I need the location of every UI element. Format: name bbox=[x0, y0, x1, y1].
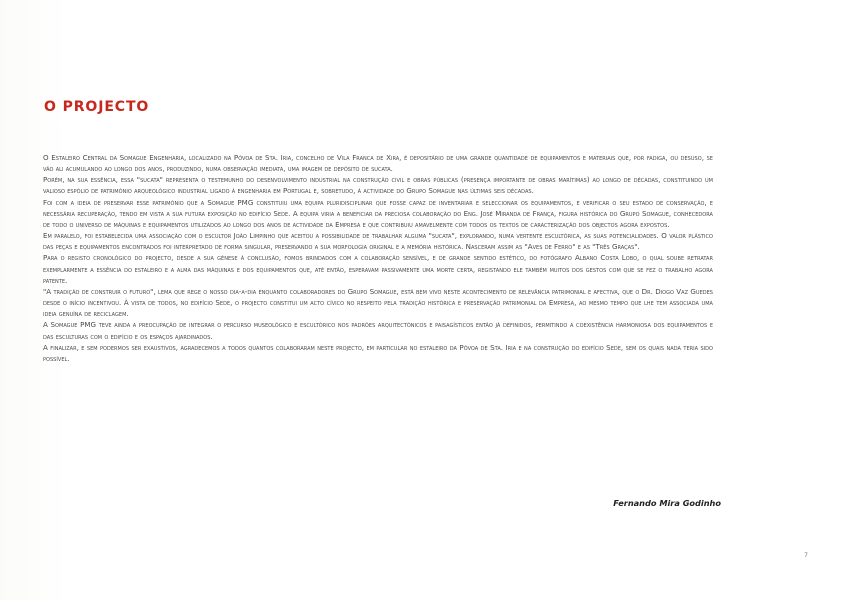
paragraph-2: Porém, na sua essência, essa "sucata" representa o testemunho do desenvolvimento industrial na construção civil e obras públicas (presença importante de obras marítimas) ao longo de décadas, constituindo um valioso espólio de património arqueológico industrial ligado à engenharia em Portugal e, sobretudo, à actividade do Grupo Somague nas últimas seis décadas. bbox=[43, 175, 713, 196]
body-text bbox=[43, 152, 713, 364]
author-signature: Fernando Mira Godinho bbox=[613, 498, 721, 508]
paragraph-6: "A tradição de construir o futuro", lema que rege o nosso dia-a-dia enquanto colaboradores do Grupo Somague, está bem vivo neste acontecimento de relevância patrimonial e afectiva, que o Dr. Diogo Vaz Guedes desde o início incentivou. À vista de todos, no edifício Sede, o projecto constitui um acto cívico no respeito pela tradição histórica e preservação patrimonial da Empresa, ao mesmo tempo que lhe tem associada uma ideia genuína de reciclagem. bbox=[43, 286, 713, 319]
page-number: 7 bbox=[804, 552, 808, 559]
paragraph-5: Para o registo cronológico do projecto, desde a sua génese à conclusão, fomos brindados com a colaboração sensível, e de grande sentido estético, do fotógrafo Albano Costa Lobo, o qual soube retratar exemplarmente a essência do estaleiro e a alma das máquinas e dos equipamentos que, até então, esperavam passivamente uma morte certa, registando ele também muitos dos gestos com que se fez o trabalho agora patente. bbox=[43, 253, 713, 285]
paragraph-4: Em paralelo, foi estabelecida uma associação com o escultor João Limpinho que aceitou a possibilidade de trabalhar alguma "sucata", explorando, numa vertente escultórica, as suas potencialidades. O valor plástico das peças e equipamentos encontrados foi interpretado de forma singular, preservando a sua morfologia original e a memória histórica. Nasceram assim as "Aves de Ferro" e as "Três Graças". bbox=[43, 231, 713, 252]
paragraph-7: A Somague PMG teve ainda a preocupação de integrar o percurso museológico e escultórico nos padrões arquitectónicos e paisagísticos então já definidos, permitindo a coexistência harmoniosa dos equipamentos e das esculturas com o edifício e os espaços ajardinados. bbox=[43, 320, 713, 341]
page-title: O PROJECTO bbox=[44, 99, 150, 115]
paragraph-8: A finalizar, e sem podermos ser exaustivos, agradecemos a todos quantos colaboraram neste projecto, em particular no estaleiro da Póvoa de Sta. Iria e na construção do edifício Sede, sem os quais nada teria sido possível. bbox=[43, 342, 713, 363]
paragraph-1: O Estaleiro Central da Somague Engenharia, localizado na Póvoa de Sta. Iria, concelho de Vila Franca de Xira, é depositário de uma grande quantidade de equipamentos e materiais que, por fadiga, ou desuso, se vão ali acumulando ao longo dos anos, produzindo, numa observação imediata, uma imagem de depósito de sucata. bbox=[43, 153, 713, 174]
paragraph-3: Foi com a ideia de preservar esse património que a Somague PMG constituiu uma equipa pluridisciplinar que fosse capaz de inventariar e seleccionar os equipamentos, e verificar o seu estado de conservação, e necessária recuperação, tendo em vista a sua futura exposição no edifício Sede. A equipa viria a beneficiar da preciosa colaboração do Eng. José Miranda de França, figura histórica do Grupo Somague, conhecedora de todo o universo de máquinas e equipamentos utilizados ao longo dos anos de actividade da Empresa e que contribuiu amavelmente com todos os textos de caracterização dos objectos agora expostos. bbox=[43, 197, 713, 229]
